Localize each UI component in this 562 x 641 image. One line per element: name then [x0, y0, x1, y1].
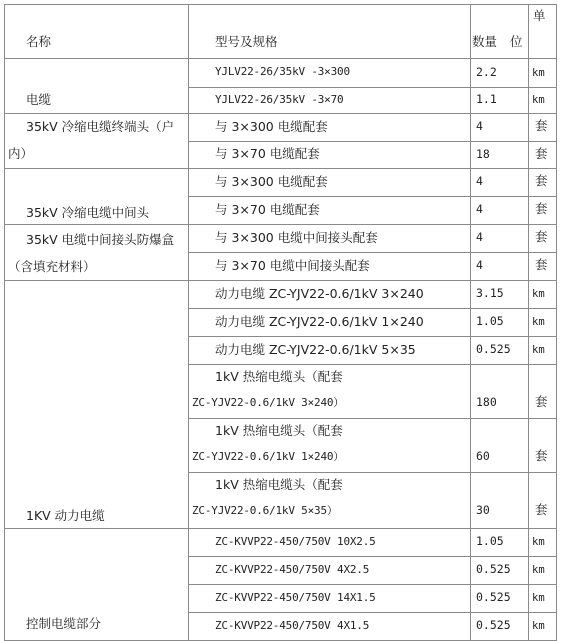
unit-cell: km [532, 316, 545, 328]
table-border [188, 336, 557, 337]
table-border [4, 113, 557, 114]
spec-cell: YJLV22-26/35kV -3×300 [215, 65, 350, 78]
qty-cell: 1.05 [476, 534, 504, 548]
spec-cell: ZC-KVVP22-450/750V 10X2.5 [215, 534, 376, 548]
unit-cell: 套 [535, 394, 548, 409]
table-border [470, 4, 471, 641]
spec-cell: 1kV 热缩电缆头（配套 [215, 423, 343, 438]
unit-cell: km [532, 344, 545, 356]
table-border [188, 418, 557, 419]
spec-cell: 与 3×70 电缆配套 [215, 201, 320, 217]
spec-cell: 动力电缆 ZC-YJV22-0.6/1kV 3×240 [215, 285, 424, 301]
spec-cell: 1kV 热缩电缆头（配套 [215, 369, 343, 384]
table-border [4, 528, 557, 529]
table-border [188, 472, 557, 473]
qty-cell: 180 [476, 395, 497, 409]
qty-cell: 30 [476, 503, 490, 517]
unit-cell: km [532, 592, 545, 604]
unit-cell: km [532, 94, 545, 106]
table-border [188, 4, 189, 641]
qty-cell: 0.525 [476, 342, 511, 356]
spec-cell: 1kV 热缩电缆头（配套 [215, 477, 343, 492]
qty-cell: 2.2 [476, 64, 497, 79]
header-unit-line1: 单 [533, 8, 546, 23]
qty-cell: 3.15 [476, 286, 504, 300]
qty-cell: 4 [476, 202, 483, 216]
qty-cell: 60 [476, 449, 490, 463]
unit-cell: km [532, 536, 545, 548]
unit-cell: 套 [535, 173, 548, 188]
qty-cell: 4 [476, 258, 483, 272]
table-border [188, 556, 557, 557]
group-name: 35kV 冷缩电缆终端头（户 [26, 119, 175, 134]
header-qty: 数量 [472, 34, 498, 49]
group-name: 控制电缆部分 [26, 616, 102, 631]
spec-cell: ZC-KVVP22-450/750V 4X1.5 [215, 618, 370, 632]
group-name: 电缆 [26, 92, 52, 107]
qty-cell: 0.525 [476, 618, 511, 632]
unit-cell: 套 [535, 118, 548, 133]
table-border [188, 252, 557, 253]
unit-cell: km [532, 564, 545, 576]
spec-cell: 与 3×300 电缆配套 [215, 118, 328, 134]
qty-cell: 18 [476, 146, 490, 161]
unit-cell: 套 [535, 145, 548, 161]
unit-cell: km [532, 288, 545, 300]
header-name: 名称 [26, 34, 52, 49]
table-border [188, 141, 557, 142]
group-name: （含填充材料） [8, 259, 96, 274]
table-border [188, 612, 557, 613]
spec-cell: ZC-YJV22-0.6/1kV 1×240） [192, 450, 345, 463]
table-border [4, 224, 557, 225]
spec-cell: 与 3×70 电缆配套 [215, 146, 320, 161]
header-unit-line2: 位 [510, 34, 523, 49]
unit-cell: 套 [535, 201, 548, 216]
qty-cell: 4 [476, 119, 483, 133]
group-name: 内） [8, 146, 34, 161]
qty-cell: 1.1 [476, 92, 497, 106]
spec-cell: YJLV22-26/35kV -3×70 [215, 92, 344, 106]
qty-cell: 4 [476, 230, 483, 244]
spec-cell: 与 3×300 电缆中间接头配套 [215, 229, 378, 245]
table-border [556, 4, 557, 641]
table-border [4, 168, 557, 169]
group-name: 1KV 动力电缆 [26, 508, 105, 523]
unit-cell: km [532, 620, 545, 632]
group-name: 35kV 冷缩电缆中间头 [26, 205, 150, 220]
table-border [4, 58, 557, 59]
unit-cell: 套 [535, 448, 548, 463]
spec-cell: 动力电缆 ZC-YJV22-0.6/1kV 5×35 [215, 341, 416, 357]
spec-cell: ZC-KVVP22-450/750V 14X1.5 [215, 590, 376, 604]
qty-cell: 0.525 [476, 562, 511, 576]
table-border [188, 308, 557, 309]
table-border [4, 4, 5, 641]
group-name: 35kV 电缆中间接头防爆盒 [26, 232, 175, 247]
table-border [188, 87, 557, 88]
spec-cell: 动力电缆 ZC-YJV22-0.6/1kV 1×240 [215, 313, 424, 329]
spec-cell: ZC-KVVP22-450/750V 4X2.5 [215, 562, 370, 576]
spec-cell: 与 3×70 电缆中间接头配套 [215, 257, 370, 273]
unit-cell: 套 [535, 502, 548, 517]
header-spec: 型号及规格 [215, 34, 278, 49]
table-border [4, 280, 557, 281]
qty-cell: 1.05 [476, 314, 504, 328]
spec-cell: 与 3×300 电缆配套 [215, 173, 328, 189]
table-border [528, 4, 529, 641]
table-border [188, 584, 557, 585]
table-border [188, 196, 557, 197]
table-border [188, 364, 557, 365]
unit-cell: km [532, 66, 545, 79]
spec-cell: ZC-YJV22-0.6/1kV 3×240） [192, 396, 345, 409]
qty-cell: 4 [476, 174, 483, 188]
table-border [4, 4, 557, 5]
unit-cell: 套 [535, 257, 548, 272]
spec-cell: ZC-YJV22-0.6/1kV 5×35） [192, 504, 338, 517]
qty-cell: 0.525 [476, 590, 511, 604]
unit-cell: 套 [535, 229, 548, 244]
